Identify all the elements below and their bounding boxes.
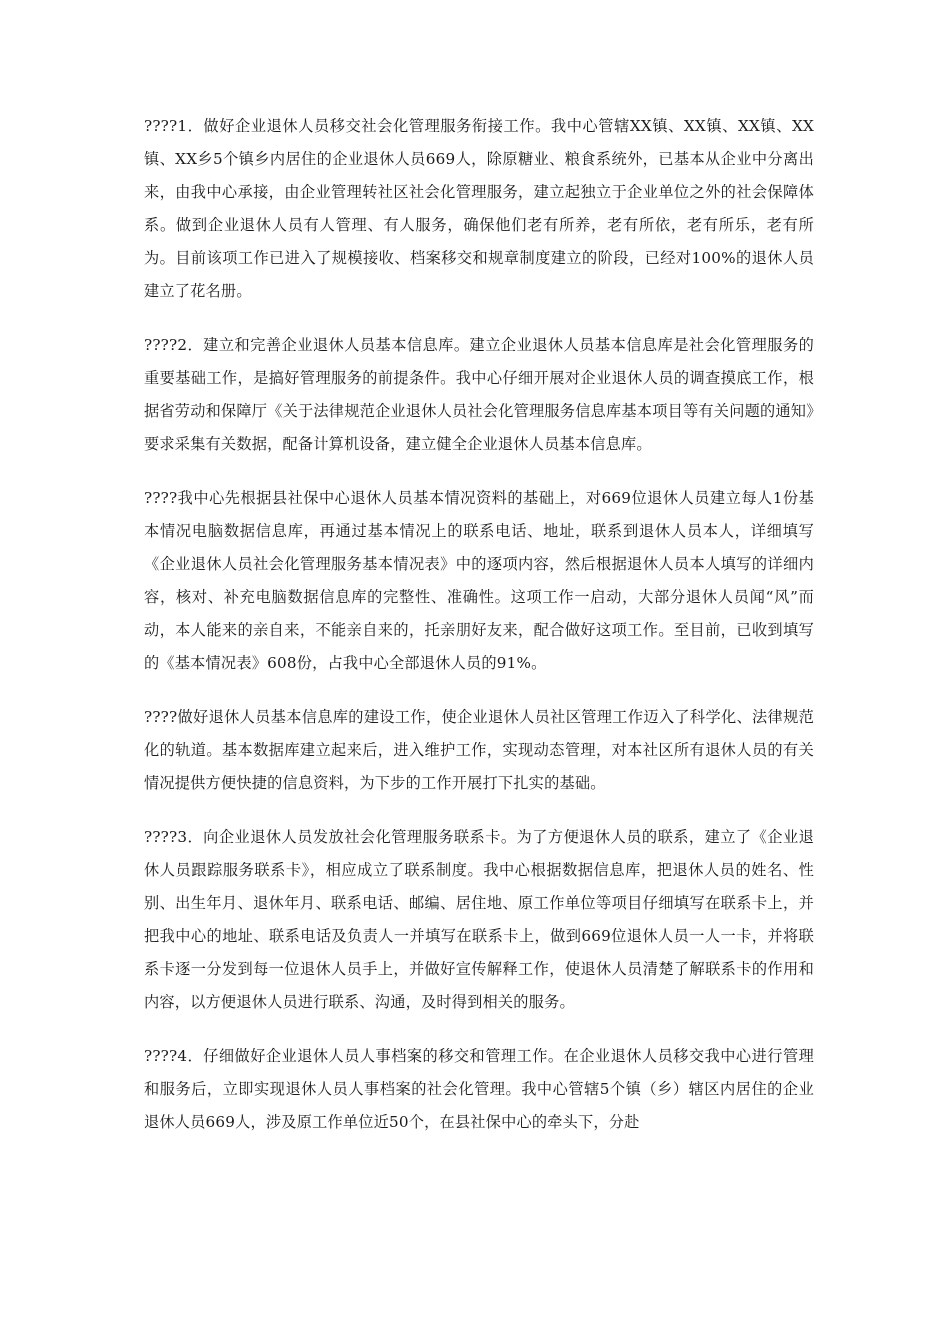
paragraph-2: ????2．建立和完善企业退休人员基本信息库。建立企业退休人员基本信息库是社会化管理服务的重要基础工作，是搞好管理服务的前提条件。我中心仔细开展对企业退休人员的调查摸底工作，根据省劳动和保障厅《关于法律规范企业退休人员社会化管理服务信息库基本项目等有关问题的通知》要求采集有关数据，配备计算机设备，建立健全企业退休人员基本信息库。 bbox=[144, 336, 814, 453]
paragraph-1: ????1．做好企业退休人员移交社会化管理服务衔接工作。我中心管辖XX镇、XX镇、XX镇、XX镇、XX乡5个镇乡内居住的企业退休人员669人，除原糖业、粮食系统外，已基本从企业中分离出来，由我中心承接，由企业管理转社区社会化管理服务，建立起独立于企业单位之外的社会保障体系。做到企业退休人员有人管理、有人服务，确保他们老有所养，老有所依，老有所乐，老有所为。目前该项工作已进入了规模接收、档案移交和规章制度建立的阶段，已经对100%的退休人员建立了花名册。 bbox=[144, 117, 814, 300]
paragraph-6: ????4．仔细做好企业退休人员人事档案的移交和管理工作。在企业退休人员移交我中心进行管理和服务后，立即实现退休人员人事档案的社会化管理。我中心管辖5个镇（乡）辖区内居住的企业退休人员669人，涉及原工作单位近50个，在县社保中心的牵头下，分赴 bbox=[144, 1047, 814, 1131]
paragraph-5: ????3．向企业退休人员发放社会化管理服务联系卡。为了方便退休人员的联系，建立了《企业退休人员跟踪服务联系卡》，相应成立了联系制度。我中心根据数据信息库，把退休人员的姓名、性别、出生年月、退休年月、联系电话、邮编、居住地、原工作单位等项目仔细填写在联系卡上，并把我中心的地址、联系电话及负责人一并填写在联系卡上，做到669位退休人员一人一卡，并将联系卡逐一分发到每一位退休人员手上，并做好宣传解释工作，使退休人员清楚了解联系卡的作用和内容，以方便退休人员进行联系、沟通，及时得到相关的服务。 bbox=[144, 828, 814, 1011]
paragraph-4: ????做好退休人员基本信息库的建设工作，使企业退休人员社区管理工作迈入了科学化、法律规范化的轨道。基本数据库建立起来后，进入维护工作，实现动态管理，对本社区所有退休人员的有关情况提供方便快捷的信息资料，为下步的工作开展打下扎实的基础。 bbox=[144, 708, 814, 792]
paragraph-3: ????我中心先根据县社保中心退休人员基本情况资料的基础上，对669位退休人员建立每人1份基本情况电脑数据信息库，再通过基本情况上的联系电话、地址，联系到退休人员本人，详细填写《企业退休人员社会化管理服务基本情况表》中的逐项内容，然后根据退休人员本人填写的详细内容，核对、补充电脑数据信息库的完整性、准确性。这项工作一启动，大部分退休人员闻“风”而动，本人能来的亲自来，不能亲自来的，托亲朋好友来，配合做好这项工作。至目前，已收到填写的《基本情况表》608份，占我中心全部退休人员的91%。 bbox=[144, 489, 814, 672]
document-body bbox=[144, 110, 814, 1160]
